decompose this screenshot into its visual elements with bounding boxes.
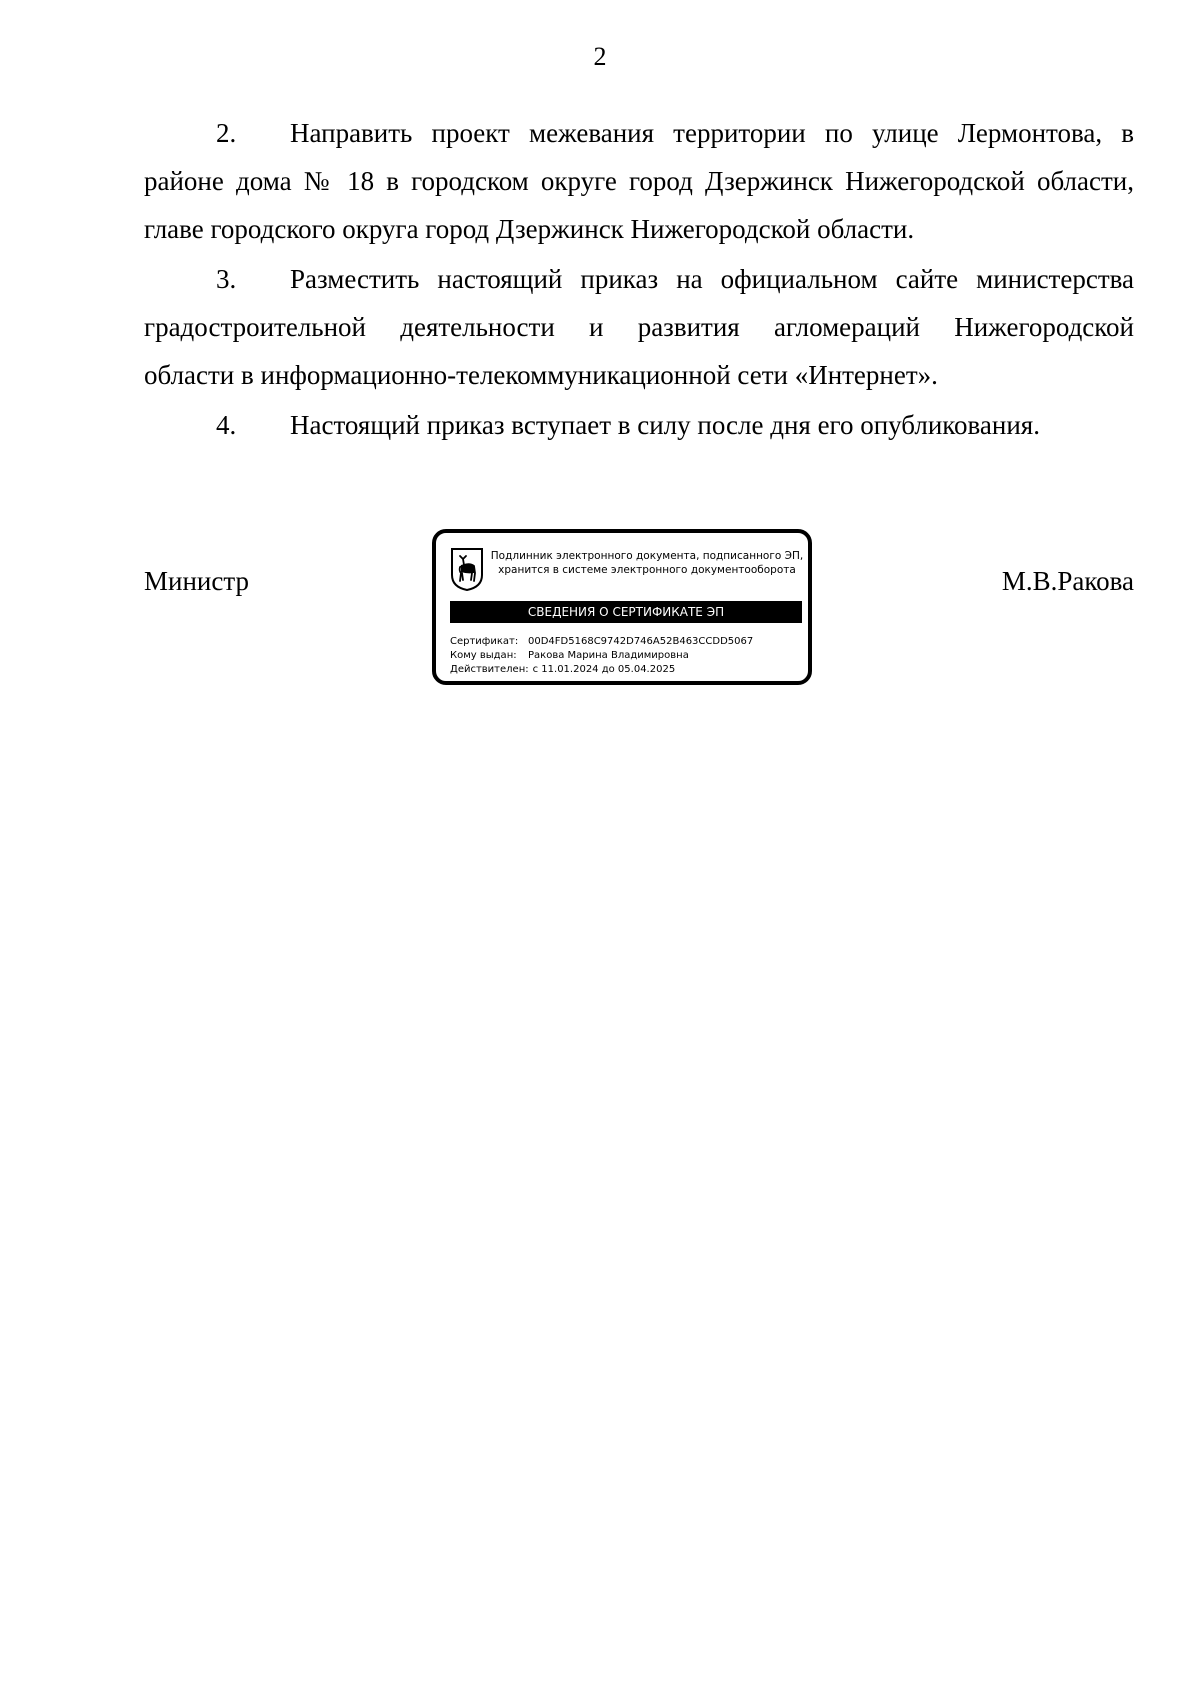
validity-row [450, 663, 753, 677]
issued-to-label: Кому выдан: [450, 650, 517, 661]
paragraph-line: градостроительной деятельности и развития агломераций Нижегородской [144, 312, 1134, 342]
stamp-header-line: хранится в системе электронного документооборота [498, 564, 796, 576]
paragraph-3 [144, 255, 1134, 399]
page-number: 2 [593, 42, 607, 71]
paragraph-text: Направить проект межевания территории по улице Лермонтова, в [290, 118, 1134, 148]
signatory-position: Министр [144, 566, 249, 596]
stamp-banner: СВЕДЕНИЯ О СЕРТИФИКАТЕ ЭП [450, 601, 802, 623]
certificate-value: 00D4FD5168C9742D746A52B463CCDD5067 [528, 636, 754, 647]
paragraph-4 [144, 401, 1134, 449]
paragraph-text: Настоящий приказ вступает в силу после дня его опубликования. [290, 410, 1040, 440]
electronic-signature-stamp [432, 529, 812, 685]
paragraph-line: районе дома № 18 в городском округе город Дзержинск Нижегородской области, [144, 166, 1134, 196]
paragraph-number: 3. [216, 264, 237, 294]
stamp-header-line: Подлинник электронного документа, подписанного ЭП, [490, 550, 804, 562]
coat-of-arms-deer-icon [450, 547, 484, 591]
paragraph-text: Разместить настоящий приказ на официальном сайте министерства [290, 264, 1134, 294]
paragraph-line [144, 109, 1134, 157]
issued-to-value: Ракова Марина Владимировна [528, 650, 689, 661]
stamp-header [488, 549, 806, 577]
paragraph-2 [144, 109, 1134, 253]
stamp-certificate-info [450, 635, 753, 677]
paragraph-line [144, 255, 1134, 303]
paragraph-line [144, 401, 1134, 449]
validity-label: Действителен: [450, 664, 529, 675]
paragraph-line: главе городского округа город Дзержинск Нижегородской области. [144, 214, 915, 244]
paragraph-line: области в информационно-телекоммуникационной сети «Интернет». [144, 360, 938, 390]
issued-to-row [450, 649, 753, 663]
certificate-label: Сертификат: [450, 636, 519, 647]
validity-value: с 11.01.2024 до 05.04.2025 [532, 664, 676, 675]
signatory-name: М.В.Ракова [1001, 566, 1134, 596]
paragraph-number: 2. [216, 118, 237, 148]
paragraph-number: 4. [216, 410, 237, 440]
certificate-row [450, 635, 753, 649]
